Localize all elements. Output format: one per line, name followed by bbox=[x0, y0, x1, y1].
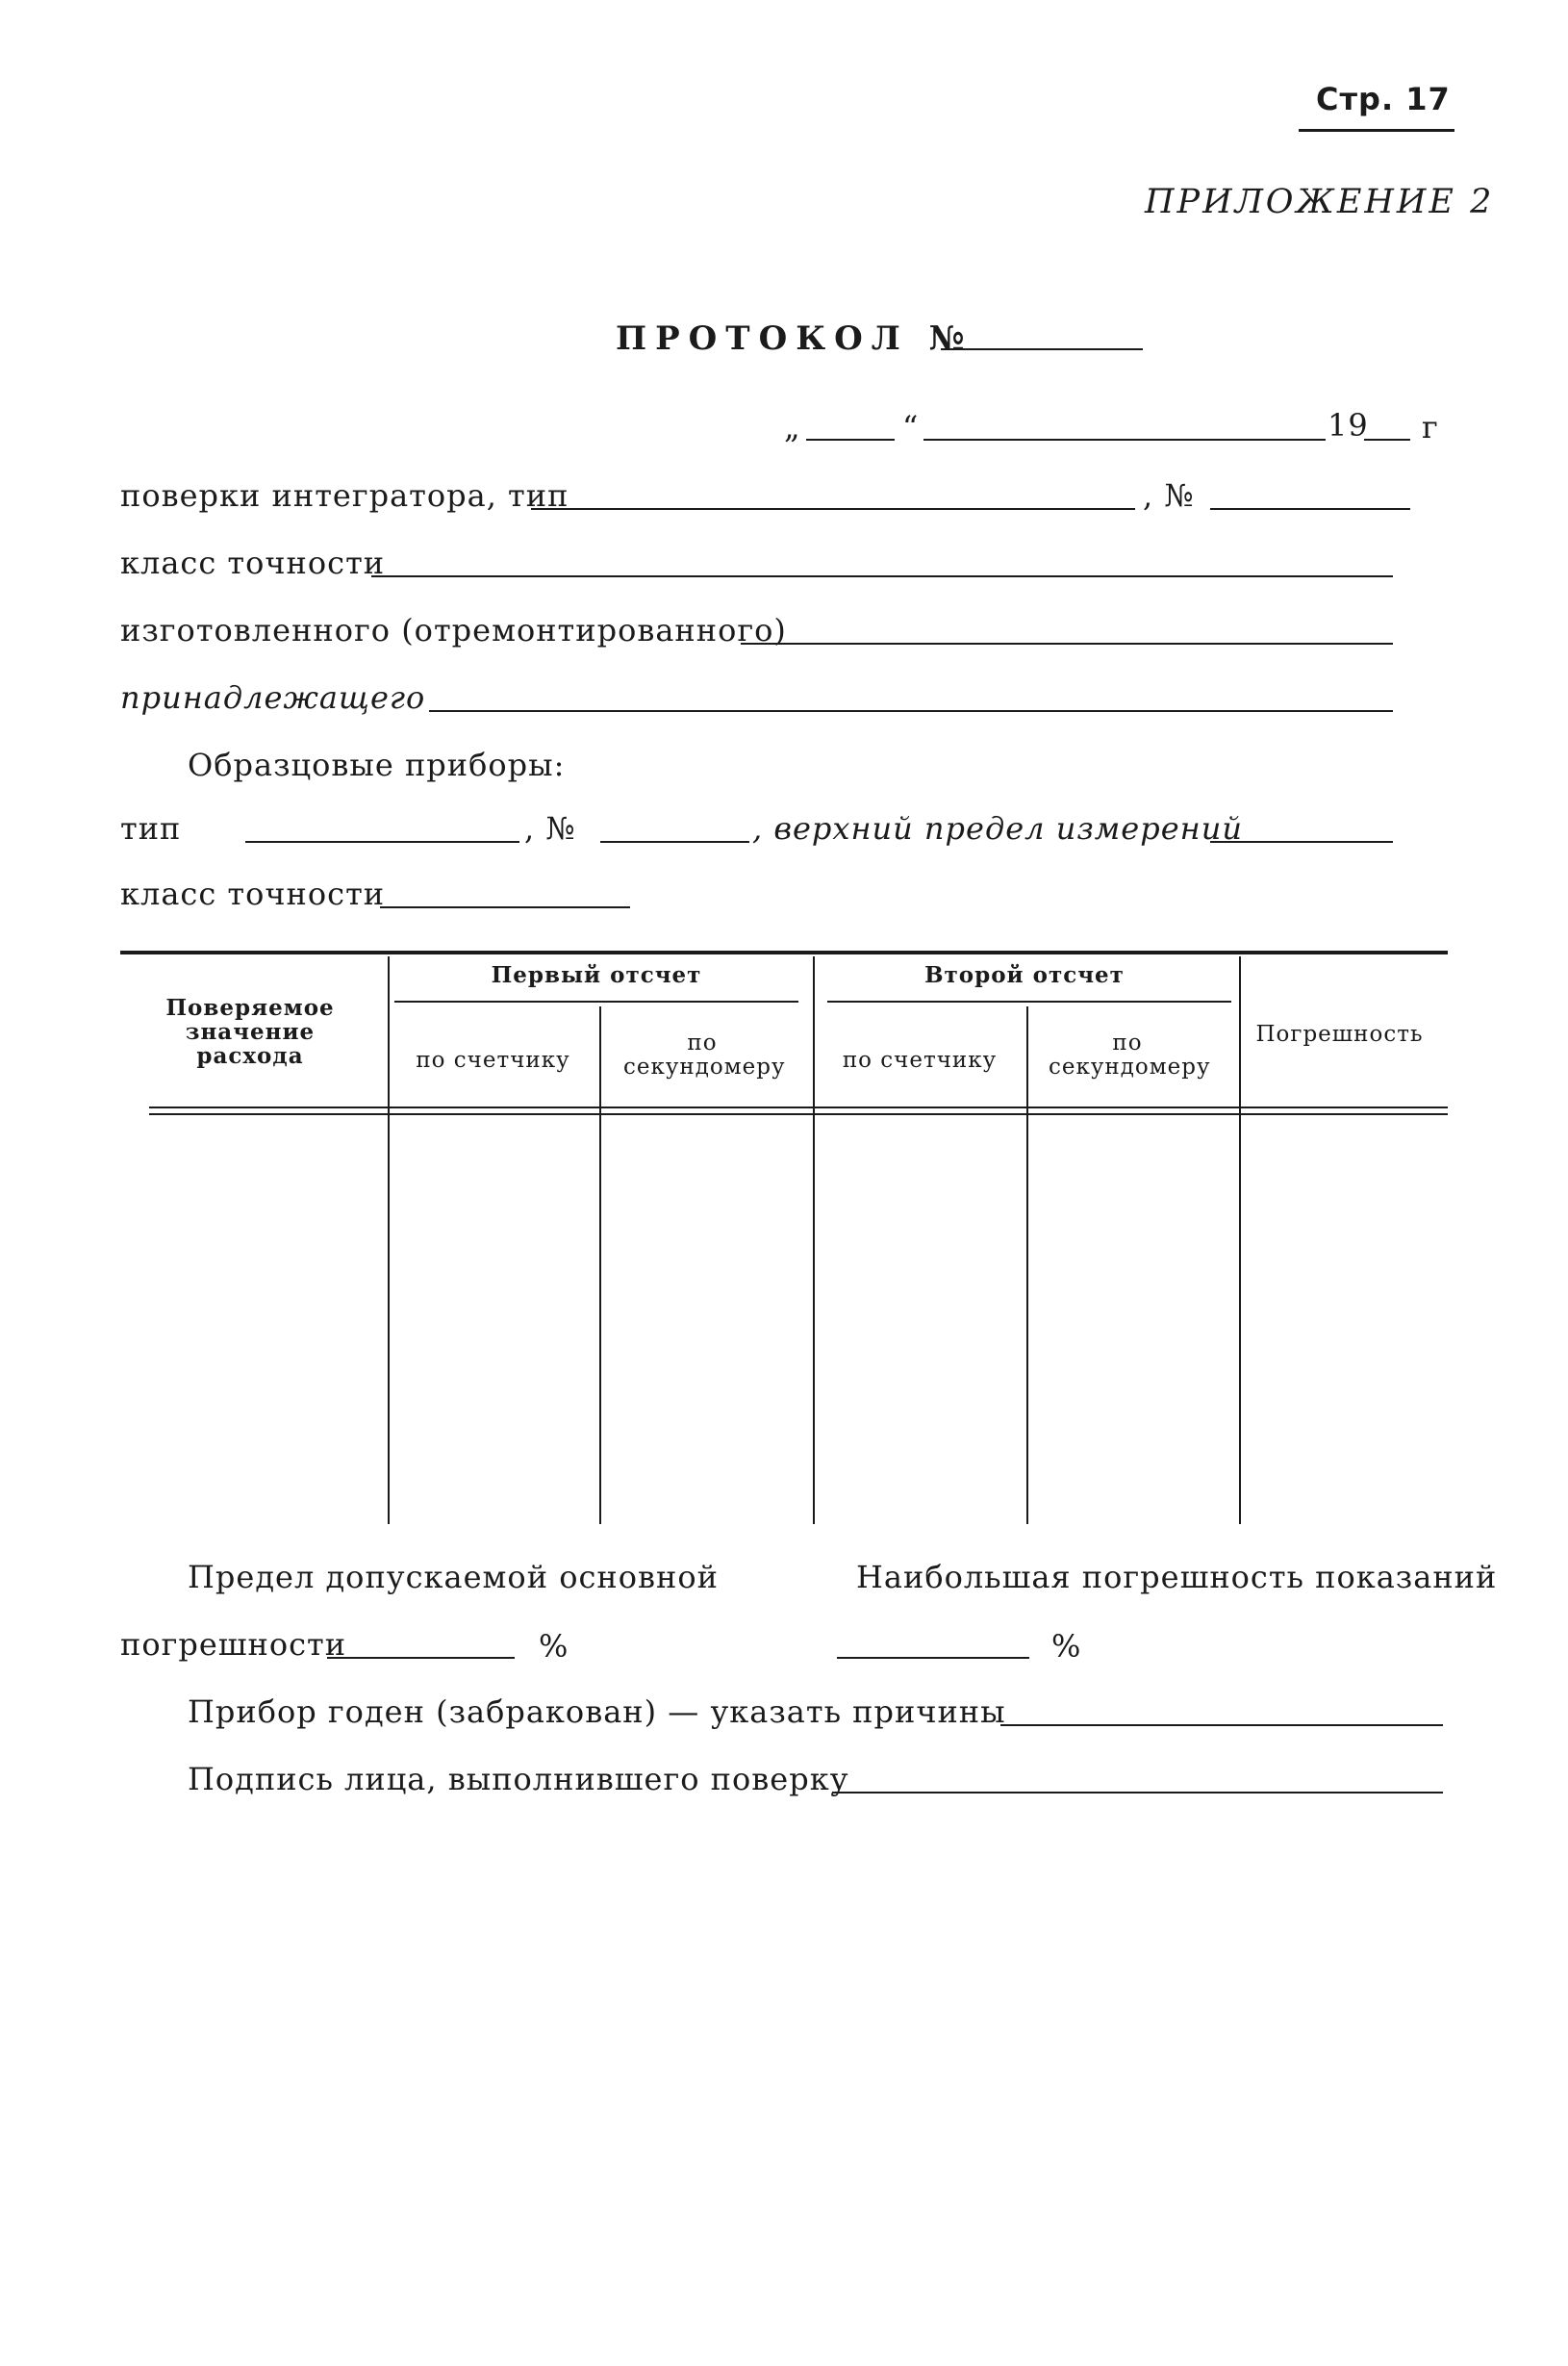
col-error-header: Погрешность bbox=[1255, 1022, 1424, 1047]
header-rule-1 bbox=[149, 1107, 1448, 1108]
first-stopwatch-header: по секундомеру bbox=[623, 1030, 786, 1080]
appendix-label: ПРИЛОЖЕНИЕ 2 bbox=[1145, 183, 1495, 221]
limit-value-field[interactable] bbox=[327, 1657, 515, 1659]
date-day-field[interactable] bbox=[806, 439, 895, 441]
manufactured-field[interactable] bbox=[741, 643, 1393, 645]
table-divider-2 bbox=[599, 1006, 601, 1524]
max-error-percent: % bbox=[1051, 1628, 1082, 1665]
integrator-type-field[interactable] bbox=[531, 508, 1135, 510]
accuracy-class-field[interactable] bbox=[371, 575, 1393, 577]
reference-type-field[interactable] bbox=[245, 841, 519, 843]
reference-accuracy-field[interactable] bbox=[380, 906, 630, 908]
protocol-number-field[interactable] bbox=[941, 348, 1143, 350]
verdict-field[interactable] bbox=[1000, 1724, 1443, 1726]
group-second-underline bbox=[827, 1001, 1231, 1003]
date-year-prefix: 19 bbox=[1328, 407, 1369, 444]
limit-label-line2: погрешности bbox=[120, 1626, 347, 1663]
belonging-field[interactable] bbox=[429, 710, 1393, 712]
second-counter-header: по счетчику bbox=[842, 1048, 998, 1073]
limit-label-line1: Предел допускаемой основной bbox=[188, 1559, 719, 1595]
table-top-rule bbox=[120, 951, 1448, 954]
date-open-quote: „ bbox=[784, 409, 801, 445]
table-divider-4 bbox=[1026, 1006, 1028, 1524]
col-checked-value-header: Поверяемое значение расхода bbox=[165, 995, 335, 1069]
reference-accuracy-label: класс точности bbox=[120, 876, 386, 912]
header-rule-2 bbox=[149, 1113, 1448, 1115]
reference-type-label: тип bbox=[120, 810, 182, 847]
max-error-label: Наибольшая погрешность показаний bbox=[856, 1559, 1498, 1595]
integrator-type-label: поверки интегратора, тип bbox=[120, 477, 569, 514]
page-number-rule bbox=[1299, 129, 1454, 132]
table-divider-3 bbox=[813, 956, 815, 1524]
limit-percent: % bbox=[539, 1628, 569, 1665]
signature-label: Подпись лица, выполнившего поверку bbox=[188, 1761, 849, 1797]
group-first-header: Первый отсчет bbox=[491, 962, 702, 988]
integrator-number-field[interactable] bbox=[1210, 508, 1410, 510]
date-close-quote: “ bbox=[902, 409, 920, 445]
signature-field[interactable] bbox=[832, 1792, 1443, 1794]
belonging-label: принадлежащего bbox=[120, 679, 426, 716]
date-month-field[interactable] bbox=[923, 439, 1326, 441]
reference-number-label: , № bbox=[524, 810, 576, 847]
accuracy-class-label: класс точности bbox=[120, 545, 386, 581]
reference-upper-limit-field[interactable] bbox=[1210, 841, 1393, 843]
date-year-suffix: г bbox=[1422, 409, 1439, 445]
group-second-header: Второй отсчет bbox=[924, 962, 1125, 988]
protocol-title: ПРОТОКОЛ № bbox=[616, 319, 974, 358]
integrator-number-label: , № bbox=[1143, 477, 1195, 514]
date-year-field[interactable] bbox=[1364, 439, 1410, 441]
reference-number-field[interactable] bbox=[600, 841, 749, 843]
first-counter-header: по счетчику bbox=[416, 1048, 570, 1073]
table-divider-1 bbox=[388, 956, 390, 1524]
group-first-underline bbox=[394, 1001, 798, 1003]
reference-upper-limit-label: , верхний предел измерений bbox=[752, 810, 1243, 847]
max-error-field[interactable] bbox=[837, 1657, 1029, 1659]
second-stopwatch-header: по секундомеру bbox=[1049, 1030, 1211, 1080]
verdict-label: Прибор годен (забракован) — указать причины bbox=[188, 1693, 1006, 1730]
page-number: Стр. 17 bbox=[1316, 81, 1451, 117]
manufactured-label: изготовленного (отремонтированного) bbox=[120, 612, 787, 649]
reference-heading: Образцовые приборы: bbox=[188, 747, 566, 783]
